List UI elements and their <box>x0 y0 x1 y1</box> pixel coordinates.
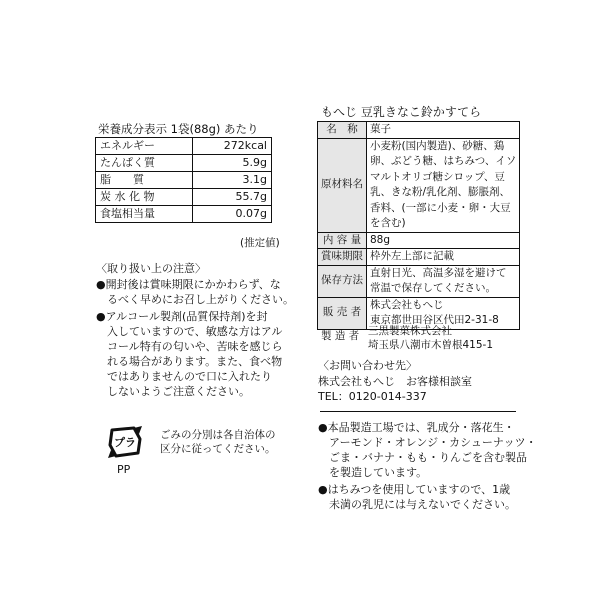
text-line: 株式会社もへじ <box>370 298 444 311</box>
text-line: ごみの分別は各自治体の <box>160 429 276 441</box>
text-line: 入していますので、敏感な方はアル <box>96 325 283 338</box>
row-value <box>367 232 520 249</box>
text-line: 香料、(一部に小麦・卵・大豆 <box>370 201 511 214</box>
text-line: るべく早めにお召し上がりください。 <box>96 293 294 306</box>
product-title: もへじ 豆乳きなこ鈴かすてら <box>321 105 482 119</box>
recycle-pla-icon <box>104 423 148 461</box>
handling-bullet-2 <box>96 309 283 399</box>
text-line: 枠外左上部に記載 <box>370 250 454 262</box>
text-line: ごま・バナナ・もも・りんごを含む製品 <box>318 451 527 464</box>
garbage-note <box>160 428 276 456</box>
nutrient-value: 0.07g <box>192 206 271 223</box>
nutrient-name: 食塩相当量 <box>96 206 193 223</box>
nutrition-row <box>96 138 272 155</box>
manufacturer-value <box>368 324 493 352</box>
manufacturer-label: 製 造 者 <box>321 330 360 342</box>
row-value <box>367 265 520 297</box>
text-line: 直射日光、高温多湿を避けて <box>370 266 507 279</box>
allergy-note <box>318 420 537 480</box>
text-line: 常温で保存してください。 <box>370 282 496 294</box>
text-line: 東京都世田谷区代田2-31-8 <box>370 314 499 326</box>
row-value <box>367 122 520 139</box>
text-line: 区分に従ってください。 <box>160 443 276 455</box>
row-value <box>367 138 520 232</box>
row-label: 原材料名 <box>318 138 367 232</box>
text-line: ●アルコール製剤(品質保持剤)を封 <box>96 310 268 323</box>
text-line: 埼玉県八潮市木曽根415-1 <box>368 339 494 351</box>
recycle-mark-text: プラ <box>114 436 136 449</box>
material-label: PP <box>117 463 131 476</box>
divider <box>320 411 516 412</box>
text-line: ●本品製造工場では、乳成分・落花生・ <box>318 421 515 434</box>
product-row <box>318 122 520 139</box>
text-line: ではありませんので口に入れたり <box>96 370 272 383</box>
contact-heading: 〈お問い合わせ先〉 <box>318 359 417 372</box>
nutrient-name: たんぱく質 <box>96 155 193 172</box>
text-line: 乳、きな粉/乳化剤、膨脹剤、 <box>370 186 511 198</box>
product-row <box>318 249 520 266</box>
text-line: ●はちみつを使用していますので、1歳 <box>318 483 511 496</box>
nutrition-note: (推定値) <box>240 237 280 249</box>
row-label: 名 称 <box>318 122 367 139</box>
text-line: しないようご注意ください。 <box>96 385 250 398</box>
row-label: 内 容 量 <box>318 232 367 249</box>
text-line: ●開封後は賞味期限にかかわらず、な <box>96 278 281 291</box>
text-line: れる場合があります。また、食べ物 <box>96 355 283 368</box>
nutrition-row <box>96 189 272 206</box>
row-label: 販 売 者 <box>318 297 367 329</box>
row-label: 賞味期限 <box>318 249 367 266</box>
text-line: を含む) <box>370 217 406 229</box>
handling-bullet-1 <box>96 277 294 307</box>
text-line: マルトオリゴ糖シロップ、豆 <box>370 170 505 183</box>
nutrient-name: 炭 水 化 物 <box>96 189 193 206</box>
nutrition-title: 栄養成分表示 1袋(88g) あたり <box>98 122 259 136</box>
text-line: を製造しています。 <box>318 466 428 479</box>
text-line: 未満の乳児には与えないでください。 <box>318 498 516 511</box>
row-label: 保存方法 <box>318 265 367 297</box>
row-value <box>367 249 520 266</box>
nutrient-value: 5.9g <box>192 155 271 172</box>
nutrition-row <box>96 155 272 172</box>
nutrient-value: 3.1g <box>192 172 271 189</box>
nutrient-value: 55.7g <box>192 189 271 206</box>
nutrient-value: 272kcal <box>192 138 271 155</box>
honey-note <box>318 482 516 512</box>
nutrient-name: 脂 質 <box>96 172 193 189</box>
text-line: 菓子 <box>370 123 391 135</box>
product-row <box>318 265 520 297</box>
handling-heading: 〈取り扱い上の注意〉 <box>96 262 206 275</box>
nutrition-row <box>96 172 272 189</box>
text-line: 小麦粉(国内製造)、砂糖、鶏 <box>370 139 505 152</box>
product-row <box>318 138 520 232</box>
product-info-table <box>317 121 520 330</box>
text-line: アーモンド・オレンジ・カシューナッツ・ <box>318 436 537 449</box>
text-line: 三黒製菓株式会社 <box>368 325 452 337</box>
nutrient-name: エネルギー <box>96 138 193 155</box>
nutrition-table <box>95 137 272 223</box>
text-line: 卵、ぶどう糖、はちみつ、イソ <box>370 155 517 167</box>
nutrition-row <box>96 206 272 223</box>
text-line: 88g <box>370 233 391 246</box>
text-line: コール特有の匂いや、苦味を感じら <box>96 340 283 353</box>
product-row <box>318 232 520 249</box>
contact-company: 株式会社もへじ お客様相談室 <box>318 375 472 388</box>
contact-tel: TEL：0120-014-337 <box>318 390 427 403</box>
